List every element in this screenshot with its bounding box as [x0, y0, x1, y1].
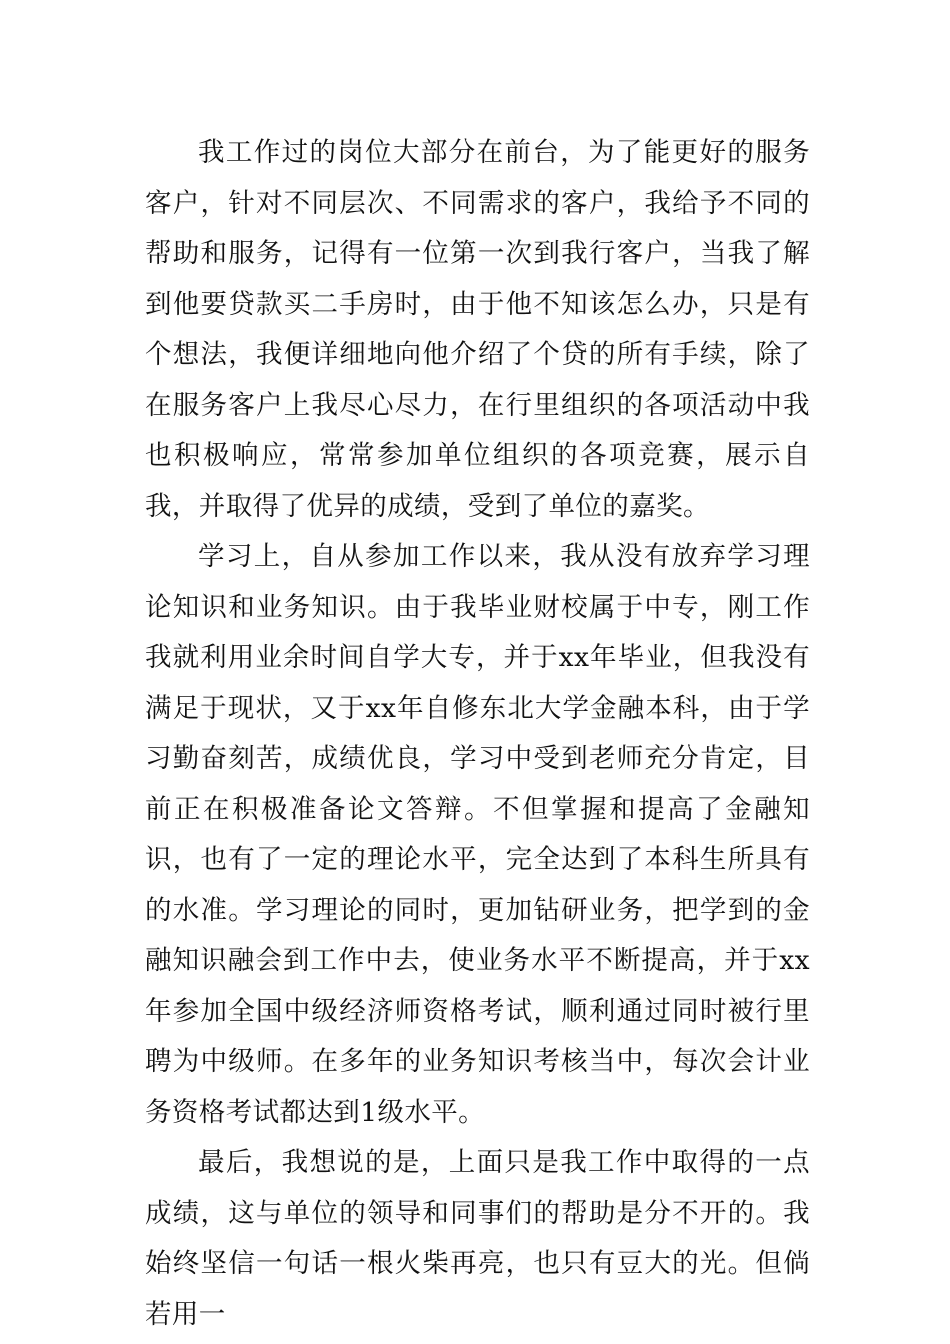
paragraph-work: 我工作过的岗位大部分在前台，为了能更好的服务客户，针对不同层次、不同需求的客户，我给予不同的帮助和服务，记得有一位第一次到我行客户，当我了解到他要贷款买二手房时，由于他不知该怎么办，只是有个想法，我便详细地向他介绍了个贷的所有手续，除了在服务客户上我尽心尽力，在行里组织的各项活动中我也积极响应，常常参加单位组织的各项竞赛，展示自我，并取得了优异的成绩，受到了单位的嘉奖。 [145, 137, 810, 522]
paragraph-closing: 最后，我想说的是，上面只是我工作中取得的一点成绩，这与单位的领导和同事们的帮助是分不开的。我始终坚信一句话一根火柴再亮，也只有豆大的光。但倘若用一 [145, 1147, 810, 1330]
paragraph-study: 学习上，自从参加工作以来，我从没有放弃学习理论知识和业务知识。由于我毕业财校属于中专，刚工作我就利用业余时间自学大专，并于xx年毕业，但我没有满足于现状，又于xx年自修东北大学金融本科，由于学习勤奋刻苦，成绩优良，学习中受到老师充分肯定，目前正在积极准备论文答辩。不但掌握和提高了金融知识，也有了一定的理论水平，完全达到了本科生所具有的水准。学习理论的同时，更加钻研业务，把学到的金融知识融会到工作中去，使业务水平不断提高，并于xx年参加全国中级经济师资格考试，顺利通过同时被行里聘为中级师。在多年的业务知识考核当中，每次会计业务资格考试都达到1级水平。 [145, 541, 810, 1128]
document-body [145, 128, 810, 1340]
